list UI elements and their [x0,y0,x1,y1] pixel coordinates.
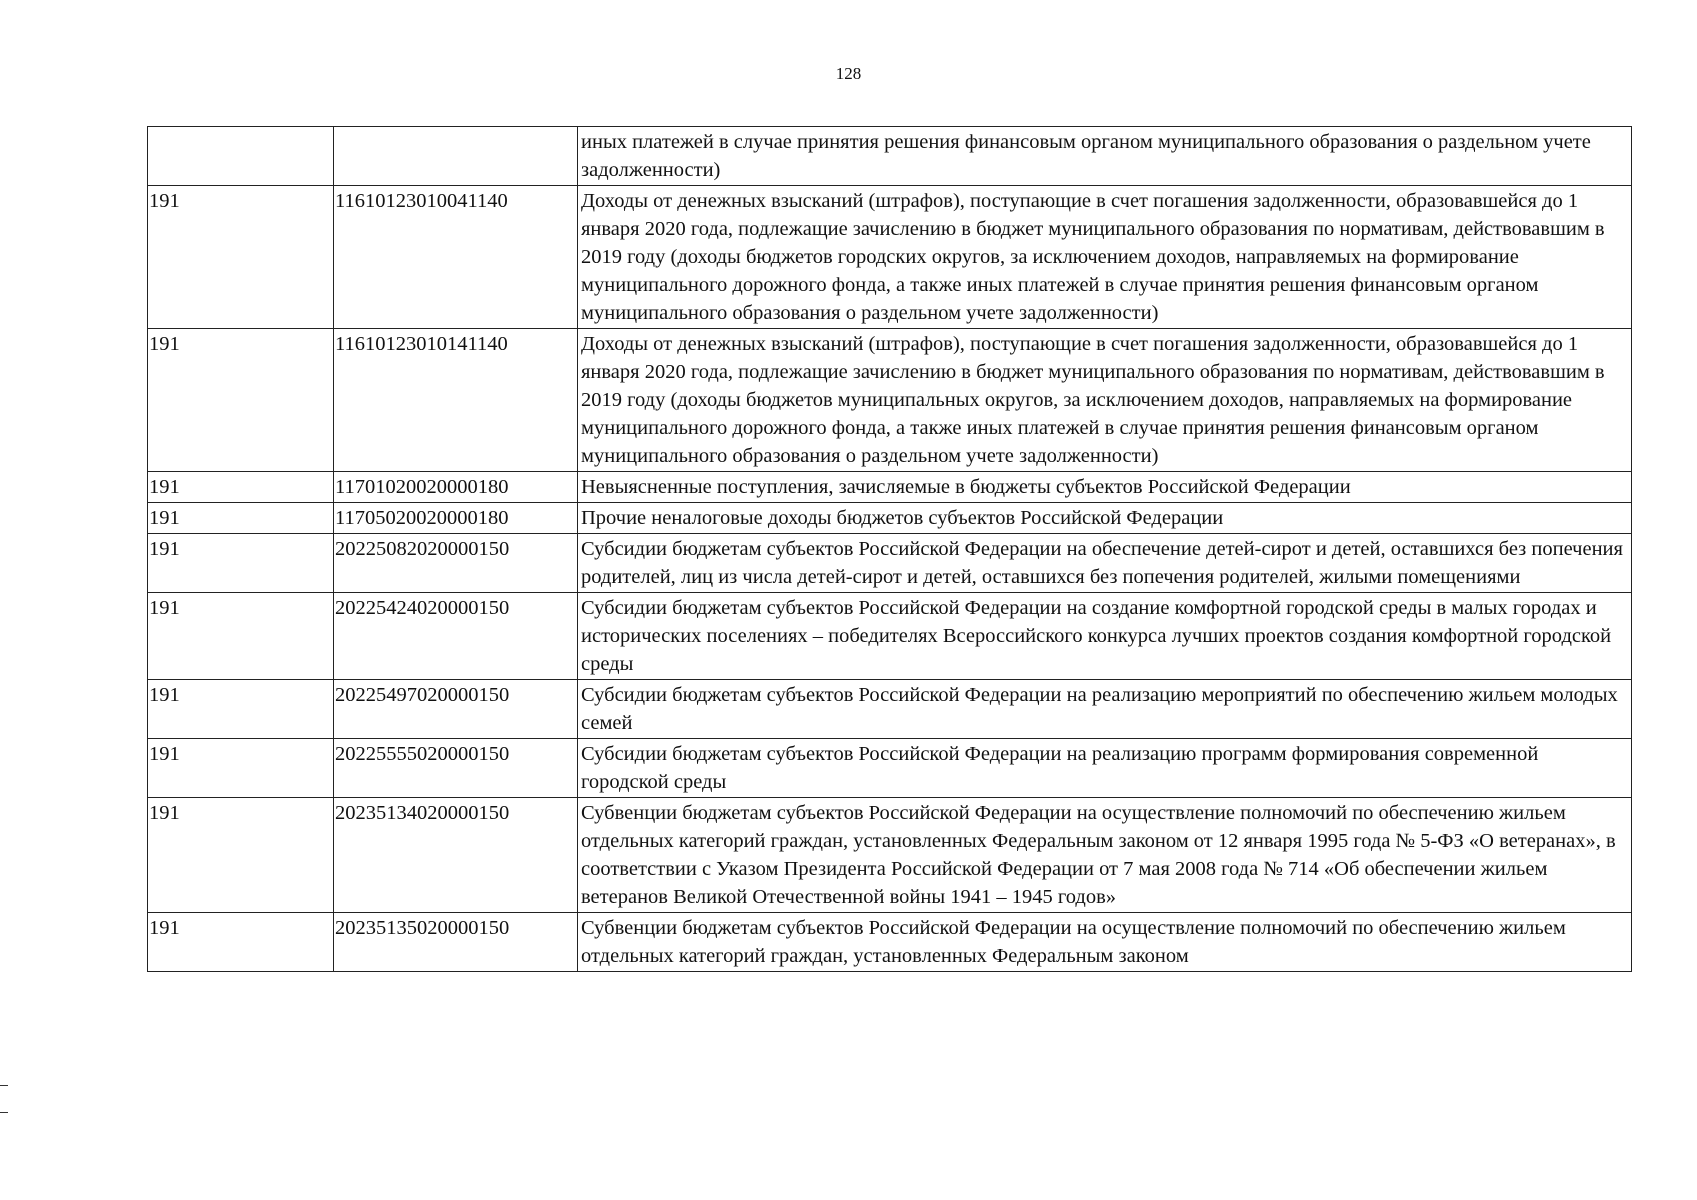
table-row [148,798,1632,913]
kbk-cell [334,127,578,186]
admin-code-cell: 191 [148,186,334,329]
kbk-cell: 11610123010041140 [334,186,578,329]
page-number: 128 [835,64,862,83]
table-row [148,186,1632,329]
admin-code-cell: 191 [148,503,334,534]
admin-code-cell: 191 [148,739,334,798]
description-cell: Субсидии бюджетам субъектов Российской Федерации на обеспечение детей-сирот и детей, оставшихся без попечения родителей, лиц из числа детей-сирот и детей, оставшихся без попечения родителей, жилыми помещениями [578,534,1632,593]
table-row [148,739,1632,798]
table-row [148,503,1632,534]
scan-edge-mark [0,1085,8,1086]
kbk-cell: 20225497020000150 [334,680,578,739]
revenue-codes-table [147,126,1632,972]
table-row [148,472,1632,503]
admin-code-cell: 191 [148,913,334,972]
table-row [148,913,1632,972]
admin-code-cell: 191 [148,534,334,593]
kbk-cell: 20225555020000150 [334,739,578,798]
table-row [148,329,1632,472]
kbk-cell: 11701020020000180 [334,472,578,503]
admin-code-cell: 191 [148,798,334,913]
description-cell: Субсидии бюджетам субъектов Российской Федерации на реализацию мероприятий по обеспечению жильем молодых семей [578,680,1632,739]
kbk-cell: 11705020020000180 [334,503,578,534]
kbk-cell: 20225424020000150 [334,593,578,680]
description-cell: Невыясненные поступления, зачисляемые в бюджеты субъектов Российской Федерации [578,472,1632,503]
kbk-cell: 11610123010141140 [334,329,578,472]
admin-code-cell: 191 [148,472,334,503]
kbk-cell: 20235134020000150 [334,798,578,913]
description-cell: Доходы от денежных взысканий (штрафов), поступающие в счет погашения задолженности, образовавшейся до 1 января 2020 года, подлежащие зачислению в бюджет муниципального образования по нормативам, действовавшим в 2019 году (доходы бюджетов городских округов, за исключением доходов, направляемых на формирование муниципального дорожного фонда, а также иных платежей в случае принятия решения финансовым органом муниципального образования о раздельном учете задолженности) [578,186,1632,329]
admin-code-cell: 191 [148,593,334,680]
description-cell: Субсидии бюджетам субъектов Российской Федерации на создание комфортной городской среды в малых городах и исторических поселениях – победителях Всероссийского конкурса лучших проектов создания комфортной городской среды [578,593,1632,680]
description-cell: Субвенции бюджетам субъектов Российской Федерации на осуществление полномочий по обеспечению жильем отдельных категорий граждан, установленных Федеральным законом [578,913,1632,972]
description-cell: Доходы от денежных взысканий (штрафов), поступающие в счет погашения задолженности, образовавшейся до 1 января 2020 года, подлежащие зачислению в бюджет муниципального образования по нормативам, действовавшим в 2019 году (доходы бюджетов муниципальных округов, за исключением доходов, направляемых на формирование муниципального дорожного фонда, а также иных платежей в случае принятия решения финансовым органом муниципального образования о раздельном учете задолженности) [578,329,1632,472]
admin-code-cell: 191 [148,680,334,739]
admin-code-cell: 191 [148,329,334,472]
description-cell: иных платежей в случае принятия решения финансовым органом муниципального образования о раздельном учете задолженности) [578,127,1632,186]
admin-code-cell [148,127,334,186]
table-row [148,680,1632,739]
description-cell: Прочие неналоговые доходы бюджетов субъектов Российской Федерации [578,503,1632,534]
description-cell: Субвенции бюджетам субъектов Российской Федерации на осуществление полномочий по обеспечению жильем отдельных категорий граждан, установленных Федеральным законом от 12 января 1995 года № 5-ФЗ «О ветеранах», в соответствии с Указом Президента Российской Федерации от 7 мая 2008 года № 714 «Об обеспечении жильем ветеранов Великой Отечественной войны 1941 – 1945 годов» [578,798,1632,913]
table-row [148,127,1632,186]
kbk-cell: 20235135020000150 [334,913,578,972]
table-row [148,593,1632,680]
description-cell: Субсидии бюджетам субъектов Российской Федерации на реализацию программ формирования современной городской среды [578,739,1632,798]
kbk-cell: 20225082020000150 [334,534,578,593]
scan-edge-mark [0,1112,8,1113]
table-row [148,534,1632,593]
